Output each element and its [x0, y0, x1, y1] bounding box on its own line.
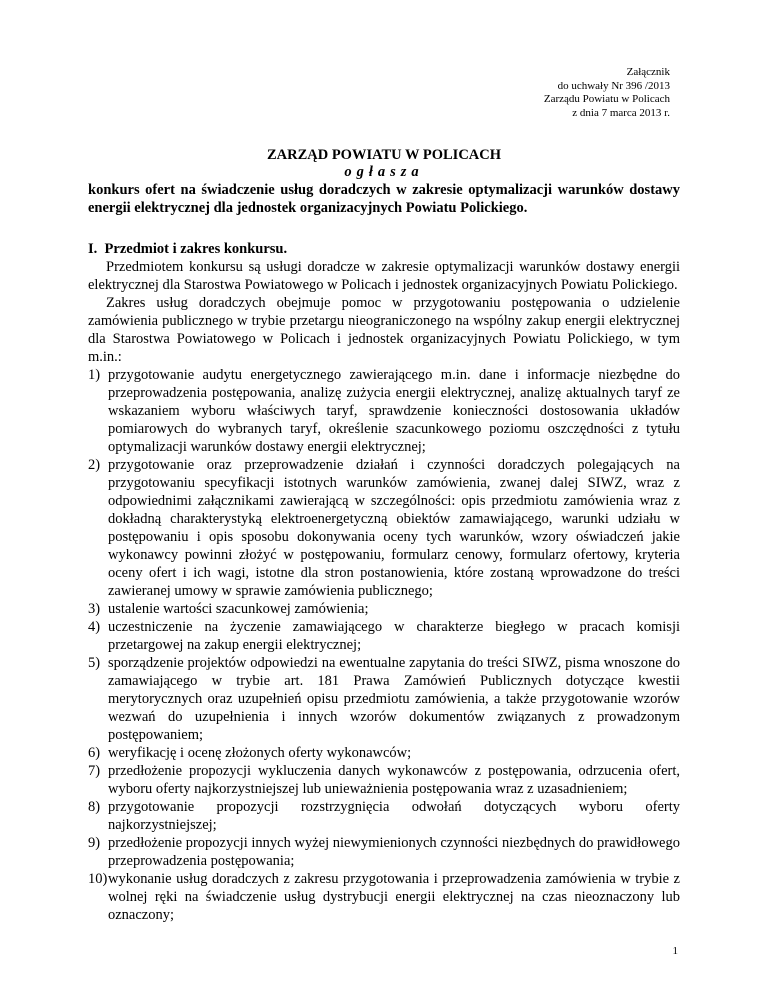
list-item-number: 8): [88, 799, 101, 815]
list-item-text: przygotowanie propozycji rozstrzygnięcia odwołań dotyczących wyboru oferty najkorzystniejszej;: [108, 799, 680, 833]
section-paragraph-1: Przedmiotem konkursu są usługi doradcze w zakresie optymalizacji warunków dostawy energii elektrycznej dla Starostwa Powiatowego w Policach i jednostek organizacyjnych Powiatu Polickiego.: [88, 259, 680, 293]
list-item-number: 3): [88, 601, 101, 617]
list-item: [88, 600, 680, 618]
list-item-text: przedłożenie propozycji wykluczenia danych wykonawców z postępowania, odrzucenia ofert, wyboru oferty najkorzystniejszej lub unieważnienia postępowania wraz z uzasadnieniem;: [108, 763, 680, 797]
annex-reference: [544, 66, 670, 120]
section-heading-text: Przedmiot i zakres konkursu.: [104, 241, 288, 257]
list-item: [88, 798, 680, 834]
list-item: [88, 618, 680, 654]
list-item: [88, 870, 680, 924]
page-number: 1: [672, 945, 678, 957]
document-subject: konkurs ofert na świadczenie usług doradczych w zakresie optymalizacji warunków dostawy energii elektrycznej dla jednostek organizacyjnych Powiatu Polickiego.: [88, 182, 680, 216]
list-item: [88, 456, 680, 600]
list-item: [88, 834, 680, 870]
list-item-text: przedłożenie propozycji innych wyżej niewymienionych czynności niezbędnych do prawidłowego przeprowadzenia postępowania;: [108, 835, 680, 869]
list-item: [88, 654, 680, 744]
annex-line-1: Załącznik: [626, 66, 670, 78]
annex-line-2: do uchwały Nr 396 /2013: [557, 79, 670, 92]
list-item-text: sporządzenie projektów odpowiedzi na ewentualne zapytania do treści SIWZ, pisma wnoszone do zamawiającego w trybie art. 181 Prawa Zamówień Publicznych dotyczące kwestii merytorycznych oraz uzupełnień opisu przedmiotu zamówienia, a także przygotowanie wzorów wezwań do uzupełnienia i innych wzorów dokumentów związanych z prowadzonym postępowaniem;: [108, 655, 680, 743]
list-item-number: 10): [88, 871, 108, 887]
section-content: [88, 240, 680, 924]
list-item: [88, 744, 680, 762]
list-item-text: ustalenie wartości szacunkowej zamówienia;: [108, 601, 369, 617]
section-heading: [88, 240, 680, 258]
list-item-number: 1): [88, 367, 101, 383]
list-item-text: wykonanie usług doradczych z zakresu przygotowania i przeprowadzenia zamówienia w trybie z wolnej ręki na świadczenie usług dystrybucji energii elektrycznej na czas nieoznaczony lub oznaczony;: [108, 871, 680, 923]
list-item-number: 6): [88, 745, 101, 761]
list-item-number: 5): [88, 655, 101, 671]
list-item-text: weryfikację i ocenę złożonych oferty wykonawców;: [108, 745, 412, 761]
list-item-text: przygotowanie oraz przeprowadzenie działań i czynności doradczych polegających na przygotowaniu specyfikacji istotnych warunków zamówienia, zwanej dalej SIWZ, wraz z odpowiednimi załącznikami zawierającą w szczególności: opis przedmiotu zamówienia wraz z dokładną charakterystyką elektroenergetyczną obiektów zamawiającego, warunki udziału w postępowaniu i opis sposobu dokonywania oceny tych warunków, wzory oświadczeń jakie wykonawcy powinni złożyć w postępowaniu, formularz cenowy, formularz ofertowy, kryteria oceny ofert i ich wagi, istotne dla stron postanowienia, które zostaną wprowadzone do treści zawieranej umowy w sprawie zamówienia publicznego;: [108, 457, 680, 599]
list-item-number: 4): [88, 619, 101, 635]
list-item-number: 2): [88, 457, 101, 473]
list-item-text: przygotowanie audytu energetycznego zawierającego m.in. dane i informacje niezbędne do przeprowadzenia postępowania, analizę zużycia energii elektrycznej, analizę aktualnych taryf ze wskazaniem wyboru właściwych taryf, sprawdzenie konieczności dostosowania układów pomiarowych do wybranych taryf, określenie szacunkowego poziomu oszczędności z tytułu optymalizacji warunków dostawy energii elektrycznej;: [108, 367, 680, 455]
scope-list: [88, 366, 680, 924]
list-item-number: 9): [88, 835, 101, 851]
section-number: I.: [88, 241, 98, 257]
list-item: [88, 762, 680, 798]
list-item: [88, 366, 680, 456]
annex-line-3: Zarządu Powiatu w Policach: [543, 93, 670, 105]
annex-line-4: z dnia 7 marca 2013 r.: [572, 106, 670, 119]
section-paragraph-2: Zakres usług doradczych obejmuje pomoc w przygotowaniu postępowania o udzielenie zamówienia publicznego w trybie przetargu nieograniczonego na wspólny zakup energii elektrycznej dla Starostwa Powiatowego w Policach i jednostek organizacyjnych Powiatu Polickiego, w tym m.in.:: [88, 295, 680, 365]
list-item-text: uczestniczenie na życzenie zamawiającego w charakterze biegłego w pracach komisji przetargowej na zakup energii elektrycznej;: [108, 619, 680, 653]
document-title: ZARZĄD POWIATU W POLICACH: [266, 147, 502, 163]
list-item-number: 7): [88, 763, 101, 779]
announces-word: ogłasza: [344, 164, 424, 180]
